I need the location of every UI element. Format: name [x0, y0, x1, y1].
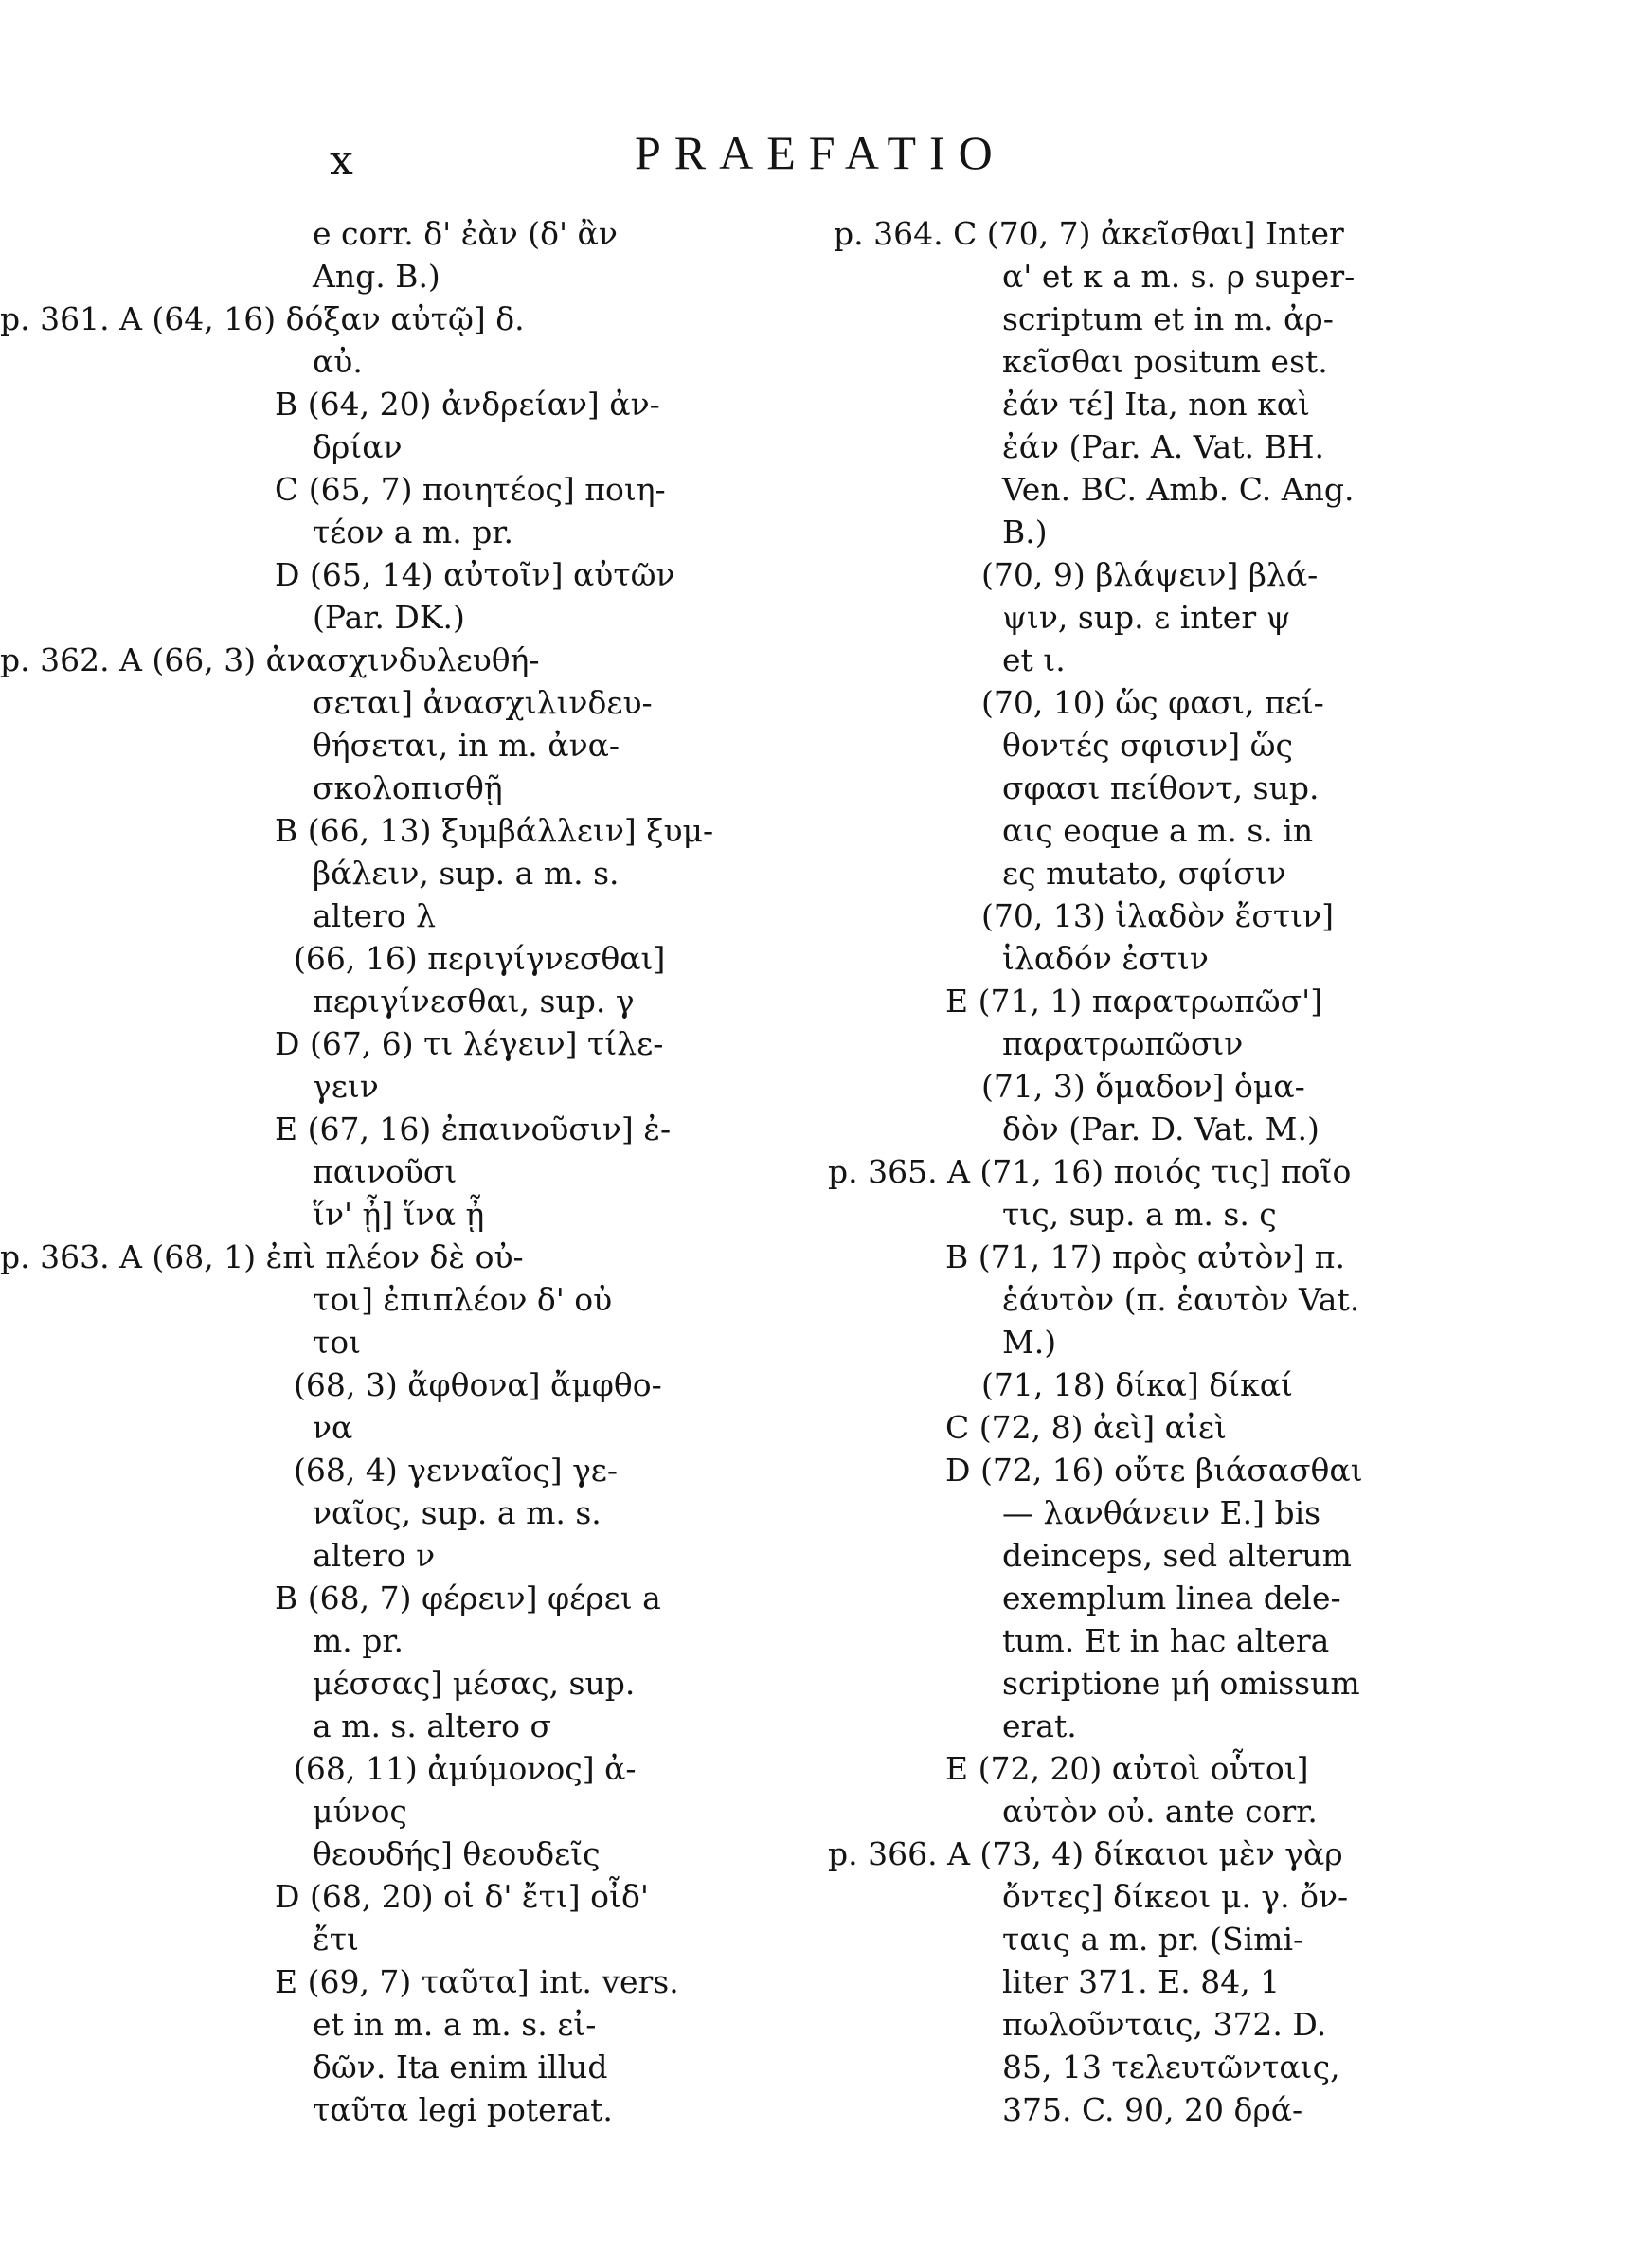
page-number: x — [330, 136, 353, 185]
text-line: B (68, 7) φέρειν] φέρει a — [275, 1580, 661, 1616]
text-line: μέσσας] μέσας, sup. — [313, 1665, 636, 1702]
text-line: ψιν, sup. ε inter ψ — [1002, 599, 1291, 636]
text-line: p. 363. A (68, 1) ἐπὶ πλέον δὲ οὐ- — [0, 1238, 524, 1275]
text-line: Ven. BC. Amb. C. Ang. — [1002, 471, 1355, 508]
text-line: E (69, 7) ταῦτα] int. vers. — [275, 1963, 679, 2000]
text-line: et ι. — [1002, 641, 1066, 678]
text-line: p. 362. A (66, 3) ἀνασχινδυλευθή- — [0, 641, 540, 678]
text-line: D (72, 16) οὔτε βιάσασθαι — [945, 1452, 1363, 1489]
text-line: p. 361. A (64, 16) δόξαν αὐτῷ] δ. — [0, 300, 525, 337]
text-line: δρίαν — [313, 428, 403, 465]
text-line: p. 366. A (73, 4) δίκαιοι μὲν γὰρ — [828, 1835, 1343, 1872]
text-line: liter 371. E. 84, 1 — [1002, 1963, 1281, 2000]
text-line: et in m. a m. s. εἰ- — [313, 2006, 597, 2043]
text-line: τοι — [313, 1324, 362, 1361]
text-line: 375. C. 90, 20 δρά- — [1002, 2091, 1303, 2128]
text-line: altero λ — [313, 897, 437, 934]
text-line: tum. Et in hac altera — [1002, 1622, 1330, 1659]
text-line: C (65, 7) ποιητέος] ποιη- — [275, 471, 666, 508]
text-line: σεται] ἀνασχιλινδευ- — [313, 684, 653, 721]
text-line: scriptione μή omissum — [1002, 1665, 1360, 1702]
text-line: (68, 11) ἀμύμονος] ἀ- — [294, 1750, 637, 1787]
text-line: e corr. δ' ἐὰν (δ' ἂν — [313, 215, 618, 252]
text-line: ἔτι — [313, 1921, 359, 1958]
text-line: a m. s. altero σ — [313, 1707, 552, 1744]
text-line: erat. — [1002, 1707, 1077, 1744]
text-line: B (66, 13) ξυμβάλλειν] ξυμ- — [275, 812, 714, 849]
text-line: τις, sup. a m. s. ς — [1002, 1196, 1277, 1233]
text-line: E (71, 1) παρατρωπῶσ'] — [945, 983, 1323, 1020]
text-line: (71, 3) ὅμαδον] ὁμα- — [981, 1068, 1305, 1105]
text-line: κεῖσθαι positum est. — [1002, 343, 1328, 380]
text-line: (70, 9) βλάψειν] βλά- — [981, 556, 1319, 593]
text-line: ταις a m. pr. (Simi- — [1002, 1921, 1304, 1958]
text-line: αις eoque a m. s. in — [1002, 812, 1314, 849]
text-line: ες mutato, σφίσιν — [1002, 855, 1286, 892]
text-line: δὸν (Par. D. Vat. M.) — [1002, 1110, 1320, 1147]
text-line: D (68, 20) οἱ δ' ἔτι] οἶδ' — [275, 1878, 649, 1915]
text-line: α' et κ a m. s. ρ super- — [1002, 258, 1356, 295]
text-line: θεουδής] θεουδεῖς — [313, 1835, 601, 1872]
text-line: περιγίνεσθαι, sup. γ — [313, 983, 635, 1020]
text-line: (66, 16) περιγίγνεσθαι] — [294, 940, 666, 977]
text-line: θήσεται, in m. ἀνα- — [313, 727, 620, 764]
text-line: p. 365. A (71, 16) ποιός τις] ποῖο — [828, 1153, 1352, 1190]
text-line: (70, 10) ὥς φασι, πεί- — [981, 684, 1324, 721]
text-line: deinceps, sed alterum — [1002, 1537, 1352, 1574]
text-line: ναῖος, sup. a m. s. — [313, 1494, 602, 1531]
text-line: exemplum linea dele- — [1002, 1580, 1341, 1616]
text-line: θοντές σφισιν] ὥς — [1002, 727, 1293, 764]
text-line: ἐάν τέ] Ita, non καὶ — [1002, 386, 1310, 423]
text-line: E (72, 20) αὐτοὶ οὗτοι] — [945, 1750, 1309, 1787]
text-line: ἐάν (Par. A. Vat. BH. — [1002, 428, 1324, 465]
text-line: αὐτὸν οὐ. ante corr. — [1002, 1793, 1318, 1830]
text-line: B (64, 20) ἀνδρείαν] ἀν- — [275, 386, 660, 423]
text-line: E (67, 16) ἐπαινοῦσιν] ἐ- — [275, 1110, 672, 1147]
text-line: — λανθάνειν E.] bis — [1002, 1494, 1321, 1531]
text-line: C (72, 8) ἀεὶ] αἰεὶ — [945, 1409, 1227, 1446]
text-line: μύνος — [313, 1793, 407, 1830]
text-line: πωλοῦνταις, 372. D. — [1002, 2006, 1327, 2043]
text-line: (70, 13) ἱλαδὸν ἔστιν] — [981, 897, 1334, 934]
text-line: τέον a m. pr. — [313, 514, 513, 551]
text-line: παρατρωπῶσιν — [1002, 1025, 1244, 1062]
text-line: αὐ. — [313, 343, 363, 380]
text-line: γειν — [313, 1068, 379, 1105]
text-line: δῶν. Ita enim illud — [313, 2049, 608, 2085]
text-line: B (71, 17) πρὸς αὐτὸν] π. — [945, 1238, 1345, 1275]
text-line: τοι] ἐπιπλέον δ' οὐ — [313, 1281, 613, 1318]
text-line: ἑάυτὸν (π. ἑαυτὸν Vat. — [1002, 1281, 1360, 1318]
text-line: ἱλαδόν ἐστιν — [1002, 940, 1209, 977]
text-line: Ang. B.) — [313, 258, 440, 295]
text-line: m. pr. — [313, 1622, 404, 1659]
text-line: ἵν' ᾖ] ἵνα ᾖ — [313, 1196, 485, 1233]
text-line: (Par. DK.) — [313, 599, 465, 636]
text-line: B.) — [1002, 514, 1048, 551]
text-line: (68, 4) γενναῖος] γε- — [294, 1452, 619, 1489]
text-line: altero ν — [313, 1537, 436, 1574]
text-line: D (65, 14) αὐτοῖν] αὐτῶν — [275, 556, 675, 593]
text-line: ταῦτα legi poterat. — [313, 2091, 613, 2128]
text-line: M.) — [1002, 1324, 1057, 1361]
text-line: (71, 18) δίκα] δίκαί — [981, 1366, 1293, 1403]
text-line: σφασι πείθοντ, sup. — [1002, 769, 1320, 806]
text-line: 85, 13 τελευτῶνταις, — [1002, 2049, 1340, 2085]
text-line: scriptum et in m. ἀρ- — [1002, 300, 1334, 337]
text-line: ὄντες] δίκεοι μ. γ. ὄν- — [1002, 1878, 1349, 1915]
text-line: να — [313, 1409, 353, 1446]
left-column — [0, 212, 805, 2131]
text-line: D (67, 6) τι λέγειν] τίλε- — [275, 1025, 664, 1062]
right-column — [828, 212, 1363, 2131]
text-line: παινοῦσι — [313, 1153, 458, 1190]
text-line: βάλειν, sup. a m. s. — [313, 855, 620, 892]
text-line: (68, 3) ἄφθονα] ἄμφθο- — [294, 1366, 662, 1403]
text-line: p. 364. C (70, 7) ἀκεῖσθαι] Inter — [834, 215, 1344, 252]
text-line: σκολοπισθῇ — [313, 769, 503, 806]
running-title: PRAEFATIO — [635, 126, 1006, 179]
